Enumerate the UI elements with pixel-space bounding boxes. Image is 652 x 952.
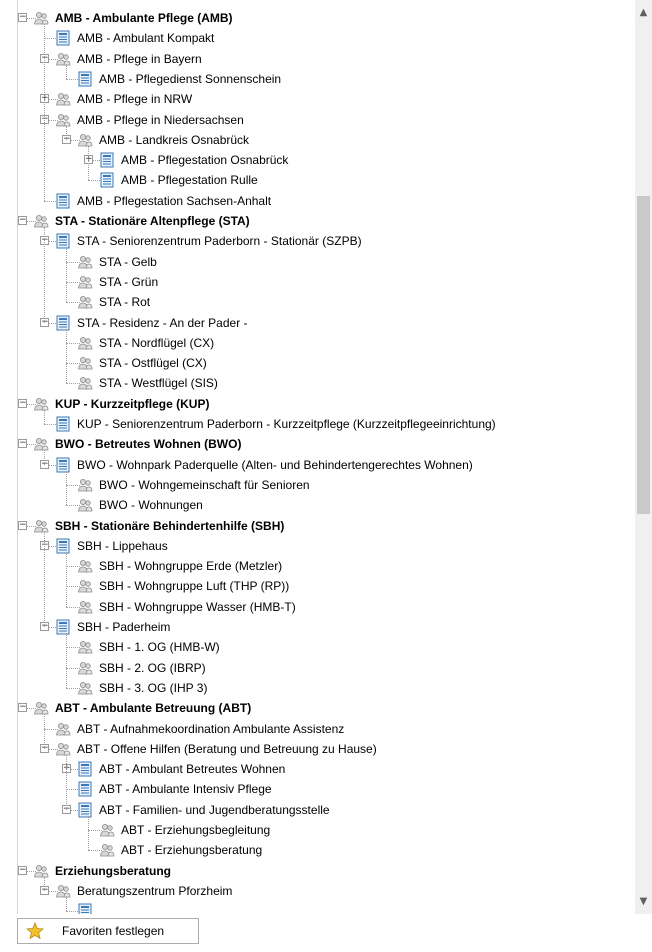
tree-node-label: AMB - Ambulante Pflege (AMB) (55, 11, 233, 25)
tree-node[interactable] (18, 8, 636, 28)
collapse-toggle[interactable]: − (63, 133, 71, 144)
facility-icon (55, 30, 71, 46)
tree-connector (66, 633, 67, 688)
tree-node-label: KUP - Kurzzeitpflege (KUP) (55, 396, 210, 411)
tree-node[interactable] (18, 556, 636, 576)
star-icon (26, 922, 44, 940)
expand-toggle[interactable]: + (63, 763, 71, 774)
tree-node-label: SBH - Stationäre Behindertenhilfe (SBH) (55, 518, 285, 533)
tree-node-label: STA - Seniorenzentrum Paderborn - Stationär (SZPB) (77, 234, 362, 249)
scroll-down-arrow[interactable]: ▼ (639, 896, 648, 907)
facility-icon (77, 761, 93, 777)
tree-node-label: ABT - Ambulante Betreuung (ABT) (55, 701, 252, 716)
group-icon (77, 660, 93, 676)
tree-node[interactable] (18, 637, 636, 657)
tree-node[interactable] (18, 110, 636, 130)
scroll-up-arrow[interactable]: ▲ (639, 7, 648, 18)
group-icon (77, 578, 93, 594)
collapse-toggle[interactable]: − (19, 438, 27, 449)
facility-icon (77, 71, 93, 87)
group-icon (77, 355, 93, 371)
tree-node-label: ABT - Aufnahmekoordination Ambulante Assistenz (77, 721, 345, 736)
facility-icon (99, 152, 115, 168)
tree-node[interactable] (18, 89, 636, 109)
group-icon (33, 700, 49, 716)
tree-node-label: SBH - 1. OG (HMB-W) (99, 640, 220, 655)
facility-icon (55, 538, 71, 554)
tree-node-label: STA - Residenz - An der Pader - (77, 315, 248, 330)
tree-node[interactable] (18, 658, 636, 678)
group-icon (55, 112, 71, 128)
tree-node-label: Erziehungsberatung (55, 863, 172, 878)
collapse-toggle[interactable]: − (19, 397, 27, 408)
tree-node[interactable] (18, 170, 636, 190)
tree-node[interactable] (18, 901, 636, 915)
tree-node-label: BWO - Betreutes Wohnen (BWO) (55, 437, 242, 452)
group-icon (99, 842, 115, 858)
tree-node-label: SBH - Wohngruppe Erde (Metzler) (99, 559, 283, 574)
tree-node-label: STA - Westflügel (SIS) (99, 376, 218, 391)
tree-node-label: SBH - 3. OG (IHP 3) (99, 680, 208, 695)
tree-connector (44, 24, 45, 201)
tree-node-label: BWO - Wohnungen (99, 498, 203, 513)
tree-connector (44, 877, 45, 891)
tree-connector (66, 126, 67, 140)
collapse-toggle[interactable]: − (41, 52, 49, 63)
tree-node-label: AMB - Pflege in Bayern (77, 51, 202, 66)
group-icon (55, 91, 71, 107)
tree-connector (44, 410, 45, 424)
tree-node-label: AMB - Pflegestation Rulle (121, 173, 258, 188)
group-icon (55, 51, 71, 67)
tree-connector (66, 471, 67, 506)
vertical-scrollbar[interactable] (635, 0, 652, 914)
collapse-toggle[interactable]: − (41, 742, 49, 753)
tree-connector (66, 755, 67, 810)
tree-node-label: ABT - Ambulante Intensiv Pflege (99, 782, 272, 797)
collapse-toggle[interactable]: − (41, 235, 49, 246)
tree-node-label: STA - Ostflügel (CX) (99, 356, 207, 371)
collapse-toggle[interactable]: − (19, 519, 27, 530)
tree-node-label: AMB - Pflege in Niedersachsen (77, 112, 244, 127)
tree-node-label: SBH - Lippehaus (77, 538, 168, 553)
group-icon (33, 396, 49, 412)
group-icon (33, 10, 49, 26)
tree-node-label: ABT - Erziehungsberatung (121, 843, 263, 858)
tree-node-label: AMB - Pflegedienst Sonnenschein (99, 71, 282, 86)
group-icon (55, 721, 71, 737)
tree-node[interactable] (18, 576, 636, 596)
tree-connector (66, 65, 67, 79)
group-icon (77, 294, 93, 310)
tree-node[interactable] (18, 800, 636, 820)
tree-connector (88, 146, 89, 181)
tree-node[interactable] (18, 698, 636, 718)
group-icon (55, 741, 71, 757)
tree-node-label: SBH - Wohngruppe Luft (THP (RP)) (99, 579, 290, 594)
tree-node-label: ABT - Familien- und Jugendberatungsstelle (99, 802, 330, 817)
tree-node[interactable] (18, 678, 636, 698)
group-icon (77, 599, 93, 615)
tree-node[interactable] (18, 353, 636, 373)
collapse-toggle[interactable]: − (41, 458, 49, 469)
facility-icon (55, 457, 71, 473)
tree-node[interactable] (18, 333, 636, 353)
tree-node[interactable] (18, 150, 636, 170)
favorites-label: Favoriten festlegen (62, 924, 165, 938)
tree-node-label: SBH - Paderheim (77, 620, 171, 634)
group-icon (77, 274, 93, 290)
tree-node[interactable] (18, 231, 636, 251)
tree-node[interactable] (18, 759, 636, 779)
tree-node[interactable] (18, 719, 636, 739)
tree-node[interactable] (18, 69, 636, 89)
facility-icon (55, 315, 71, 331)
group-icon (55, 883, 71, 899)
expand-toggle[interactable]: + (41, 93, 49, 104)
tree-connector (44, 714, 45, 749)
collapse-toggle[interactable]: − (19, 702, 27, 713)
collapse-toggle[interactable]: − (41, 539, 49, 550)
tree-connector (66, 897, 67, 911)
tree-node-label: AMB - Ambulant Kompakt (77, 31, 215, 46)
tree-node-label: SBH - 2. OG (IBRP) (99, 660, 206, 675)
tree-node[interactable] (18, 617, 636, 637)
collapse-toggle[interactable]: − (19, 215, 27, 225)
group-icon (77, 497, 93, 513)
tree-node[interactable] (18, 49, 636, 69)
tree-node-label: AMB - Pflege in NRW (77, 92, 193, 107)
bottom-toolbar (0, 914, 652, 952)
tree-node-label: STA - Grün (99, 274, 159, 289)
tree-node-label: AMB - Landkreis Osnabrück (99, 132, 250, 147)
collapse-toggle[interactable]: − (19, 12, 27, 22)
facility-icon (55, 233, 71, 249)
collapse-toggle[interactable]: − (41, 113, 49, 124)
facility-icon (55, 193, 71, 209)
tree-node[interactable] (18, 455, 636, 475)
tree-node[interactable] (18, 434, 636, 454)
group-icon (77, 375, 93, 391)
tree-node[interactable] (18, 739, 636, 759)
tree-node[interactable] (18, 516, 636, 536)
tree-node-label: KUP - Seniorenzentrum Paderborn - Kurzzeitpflege (Kurzzeitpflegeeinrichtung) (77, 417, 496, 431)
tree-node[interactable] (18, 840, 636, 860)
tree-node[interactable] (18, 191, 636, 211)
tree-node[interactable] (18, 597, 636, 617)
tree-node[interactable] (18, 495, 636, 515)
tree-node[interactable] (18, 475, 636, 495)
tree-node[interactable] (18, 861, 636, 881)
tree-node-label: SBH - Wohngruppe Wasser (HMB-T) (99, 599, 296, 614)
tree-node[interactable] (18, 211, 636, 231)
group-icon (77, 335, 93, 351)
tree-connector (66, 552, 67, 607)
tree-node[interactable] (18, 373, 636, 393)
group-icon (99, 822, 115, 838)
group-icon (77, 558, 93, 574)
tree-node[interactable] (18, 394, 636, 414)
group-icon (33, 518, 49, 534)
tree-node-label: BWO - Wohnpark Paderquelle (Alten- und Behindertengerechtes Wohnen) (77, 457, 473, 472)
tree-view[interactable] (17, 0, 637, 915)
tree-node[interactable] (18, 130, 636, 150)
collapse-toggle[interactable]: − (63, 803, 71, 814)
group-icon (77, 477, 93, 493)
tree-node-label: AMB - Pflegestation Sachsen-Anhalt (77, 193, 272, 208)
tree-connector (44, 450, 45, 464)
tree-node-label: BWO - Wohngemeinschaft für Senioren (99, 477, 310, 492)
tree-node-label: STA - Rot (99, 295, 151, 310)
tree-node-label: AMB - Pflegestation Osnabrück (121, 153, 289, 168)
tree-node-label: Beratungszentrum Pforzheim (77, 883, 233, 898)
expand-toggle[interactable]: + (85, 154, 93, 165)
tree-node[interactable] (18, 272, 636, 292)
tree-node[interactable] (18, 28, 636, 48)
tree-node-label: ABT - Ambulant Betreutes Wohnen (99, 762, 286, 777)
tree-node-label: ABT - Offene Hilfen (Beratung und Betreuung zu Hause) (77, 741, 377, 756)
facility-icon (55, 619, 71, 635)
tree-node-label: STA - Gelb (99, 254, 157, 269)
group-icon (77, 680, 93, 696)
collapse-toggle[interactable]: − (41, 621, 49, 631)
tree-node-label: STA - Nordflügel (CX) (99, 335, 215, 350)
collapse-toggle[interactable]: − (19, 864, 27, 875)
group-icon (33, 863, 49, 879)
scroll-thumb[interactable] (637, 196, 650, 514)
collapse-toggle[interactable]: − (41, 316, 49, 327)
tree-connector (44, 532, 45, 628)
tree-node-label: ABT - Erziehungsbegleitung (121, 823, 271, 837)
tree-connector (66, 247, 67, 302)
tree-node[interactable] (18, 292, 636, 312)
group-icon (33, 213, 49, 229)
facility-icon (99, 172, 115, 188)
group-icon (33, 436, 49, 452)
tree-node-label: STA - Stationäre Altenpflege (STA) (55, 214, 250, 228)
tree-node[interactable] (18, 881, 636, 901)
tree-node[interactable] (18, 313, 636, 333)
facility-icon (77, 802, 93, 818)
facility-icon (77, 781, 93, 797)
tree-connector (66, 329, 67, 384)
facility-icon (55, 416, 71, 432)
tree-node[interactable] (18, 252, 636, 272)
group-icon (77, 639, 93, 655)
tree-connector (88, 816, 89, 851)
group-icon (77, 132, 93, 148)
favorites-button[interactable] (17, 918, 199, 944)
tree-connector (44, 227, 45, 323)
tree-node[interactable] (18, 414, 636, 434)
group-icon (77, 254, 93, 270)
tree-node[interactable] (18, 820, 636, 840)
collapse-toggle[interactable]: − (41, 884, 49, 895)
tree-node[interactable] (18, 779, 636, 799)
tree-node[interactable] (18, 536, 636, 556)
